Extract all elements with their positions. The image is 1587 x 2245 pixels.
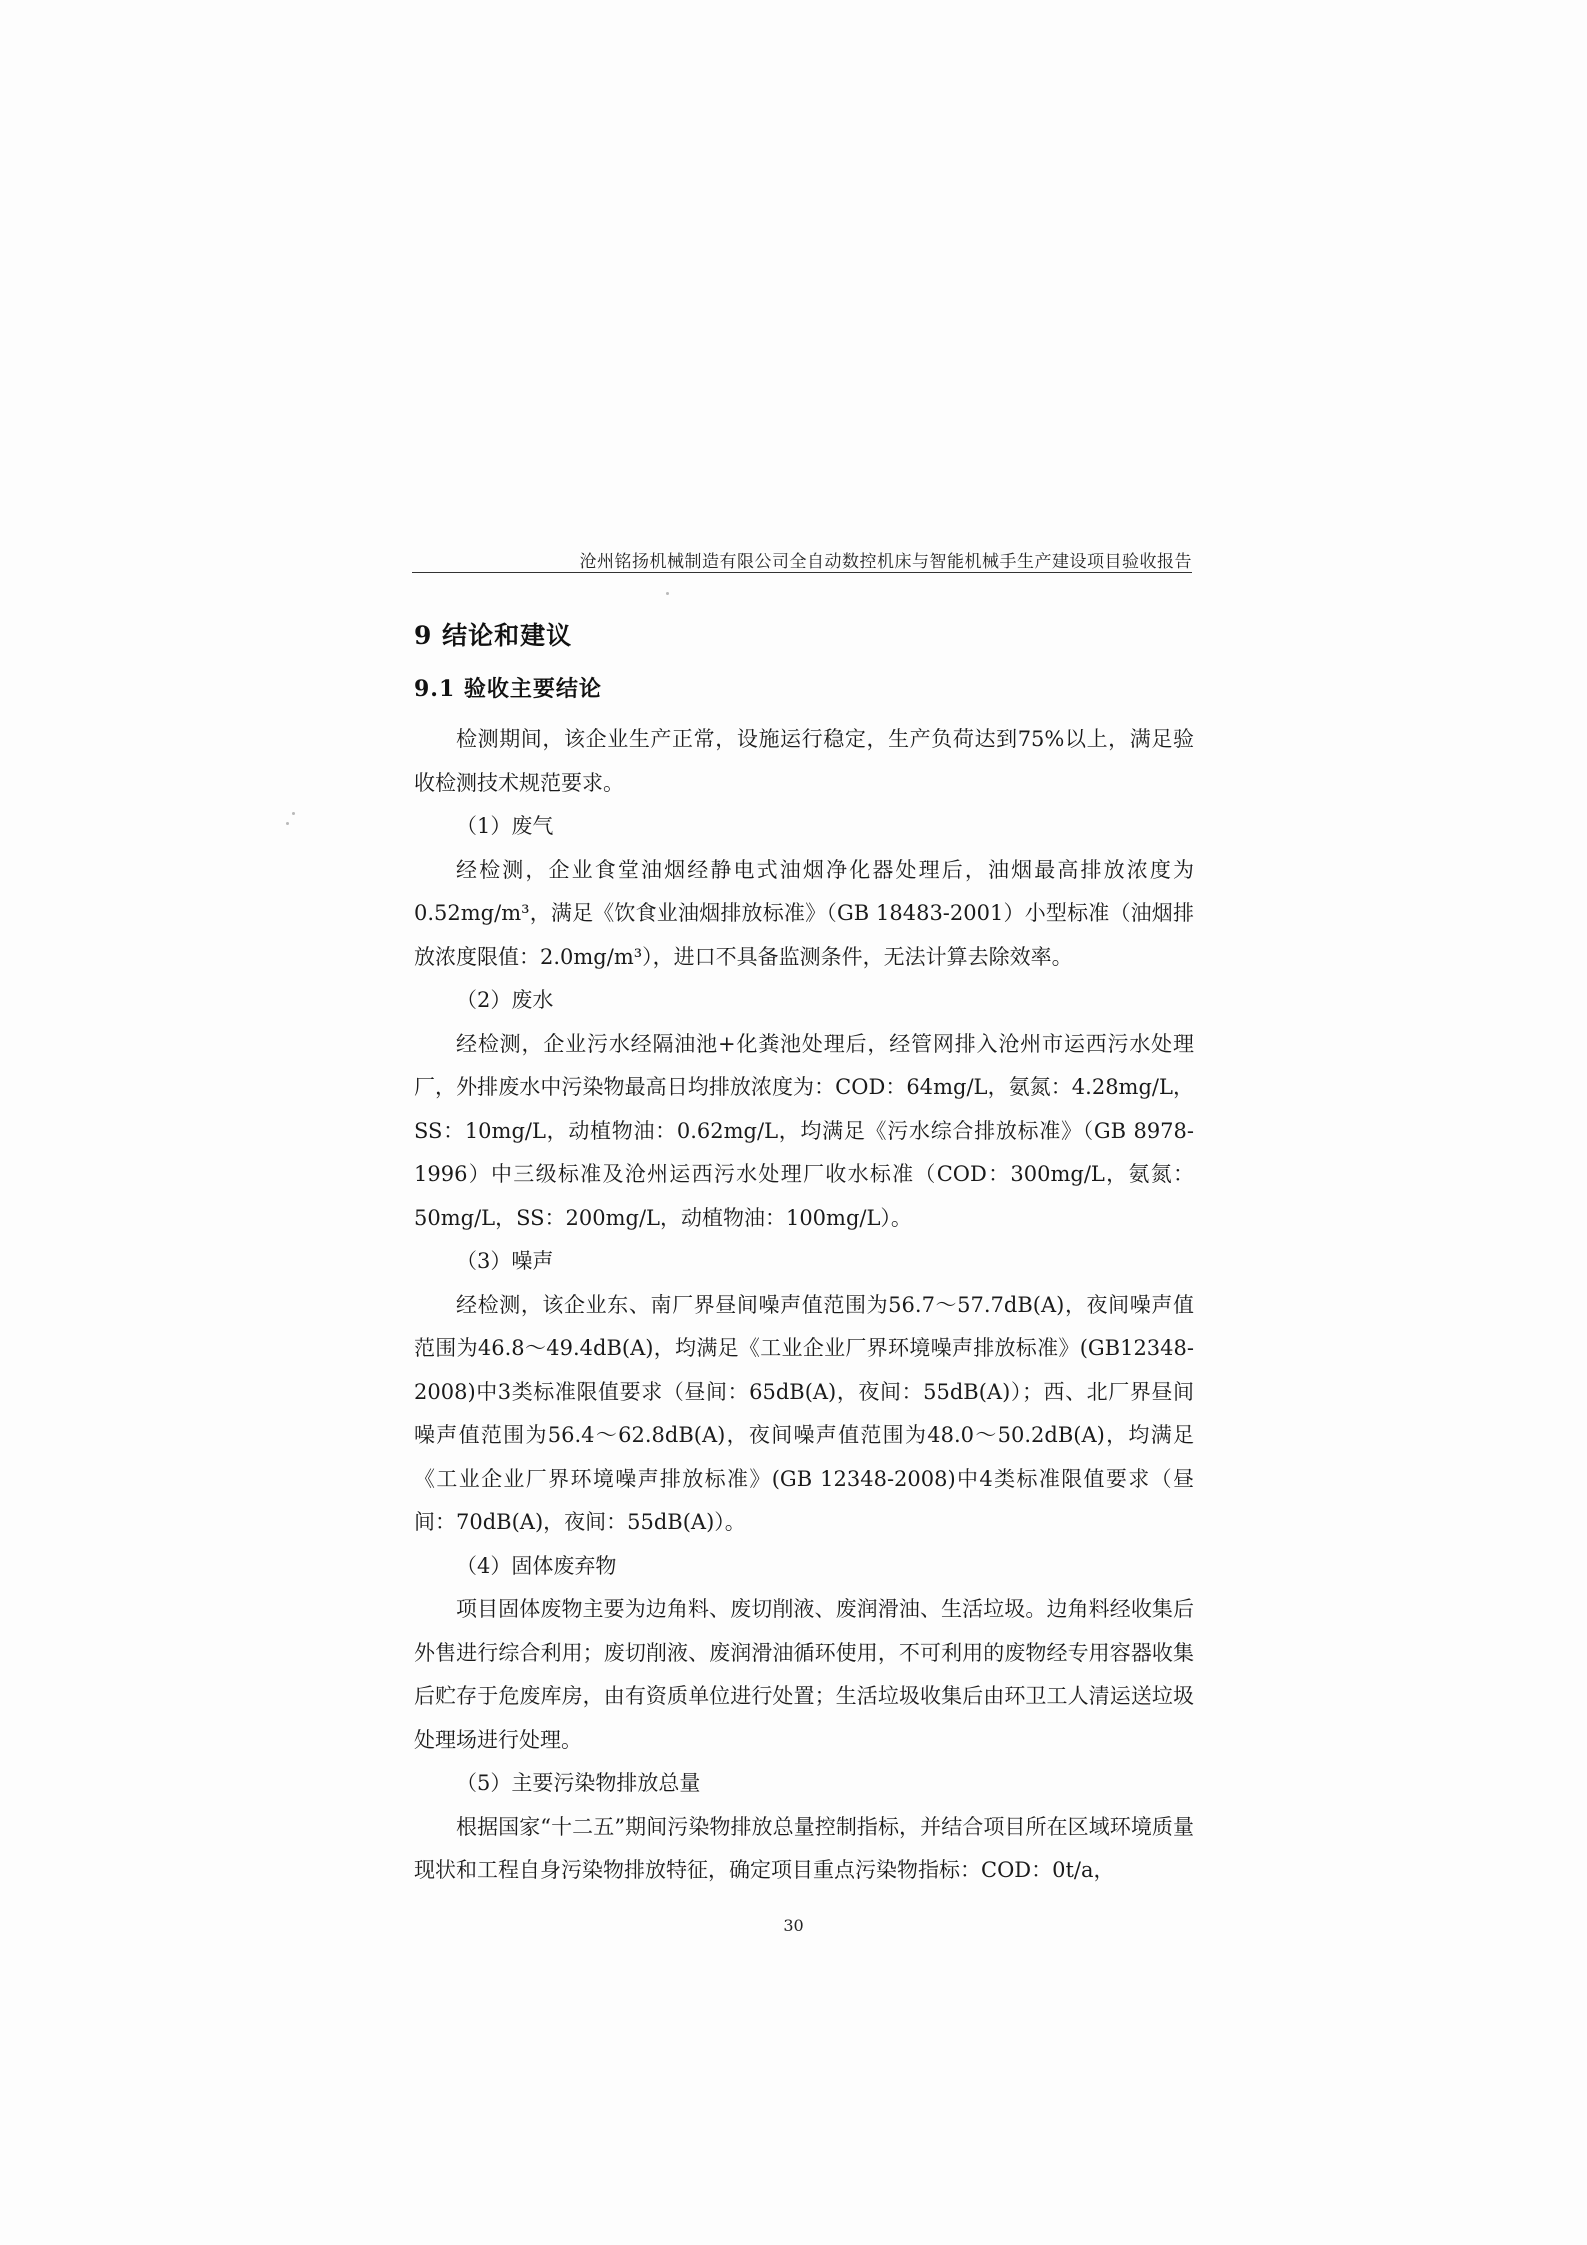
header-rule [412, 572, 1192, 573]
scan-speck [286, 822, 289, 825]
subheading-solid-waste: （4）固体废弃物 [456, 1553, 617, 1578]
paragraph-noise: 经检测，该企业东、南厂界昼间噪声值范围为56.7～57.7dB(A)，夜间噪声值范围为46.8～49.4dB(A)，均满足《工业企业厂界环境噪声排放标准》(GB12348-2008)中3类标准限值要求（昼间：65dB(A)，夜间：55dB(A)）；西、北厂界昼间噪声值范围为56.4～62.8dB(A)，夜间噪声值范围为48.0～50.2dB(A)，均满足《工业企业厂界环境噪声排放标准》(GB 12348-2008)中4类标准限值要求（昼间：70dB(A)，夜间：55dB(A)）。 [414, 1292, 1194, 1534]
subheading-waste-water: （2）废水 [456, 988, 554, 1012]
paragraph-solid-waste: 项目固体废物主要为边角料、废切削液、废润滑油、生活垃圾。边角料经收集后外售进行综合利用；废切削液、废润滑油循环使用，不可利用的废物经专用容器收集后贮存于危废库房，由有资质单位进行处置；生活垃圾收集后由环卫工人清运送垃圾处理场进行处理。 [414, 1597, 1194, 1752]
paragraph-intro: 检测期间，该企业生产正常，设施运行稳定，生产负荷达到75%以上，满足验收检测技术规范要求。 [414, 727, 1194, 795]
paragraph-waste-water: 经检测，企业污水经隔油池+化粪池处理后，经管网排入沧州市运西污水处理厂，外排废水中污染物最高日均排放浓度为：COD：64mg/L，氨氮：4.28mg/L，SS：10mg/L，动植物油：0.62mg/L，均满足《污水综合排放标准》（GB 8978-1996）中三级标准及沧州运西污水处理厂收水标准（COD：300mg/L，氨氮：50mg/L，SS：200mg/L，动植物油：100mg/L）。 [414, 1031, 1194, 1230]
body-text [414, 718, 1194, 1893]
running-header: 沧州铭扬机械制造有限公司全自动数控机床与智能机械手生产建设项目验收报告 [579, 552, 1192, 572]
chapter-title: 9 结论和建议 [414, 621, 573, 650]
page-number: 30 [783, 1916, 804, 1935]
paragraph-emission-total: 根据国家“十二五”期间污染物排放总量控制指标，并结合项目所在区域环境质量现状和工程自身污染物排放特征，确定项目重点污染物指标：COD：0t/a， [414, 1814, 1194, 1882]
paragraph-waste-gas: 经检测，企业食堂油烟经静电式油烟净化器处理后，油烟最高排放浓度为0.52mg/m³，满足《饮食业油烟排放标准》（GB 18483-2001）小型标准（油烟排放浓度限值：2.0mg/m³），进口不具备监测条件，无法计算去除效率。 [414, 857, 1194, 969]
scan-speck [292, 812, 295, 815]
scan-speck [666, 592, 669, 595]
subheading-waste-gas: （1）废气 [456, 814, 554, 838]
section-title: 9.1 验收主要结论 [414, 676, 602, 702]
subheading-noise: （3）噪声 [456, 1249, 554, 1273]
subheading-emission-total: （5）主要污染物排放总量 [456, 1771, 701, 1795]
